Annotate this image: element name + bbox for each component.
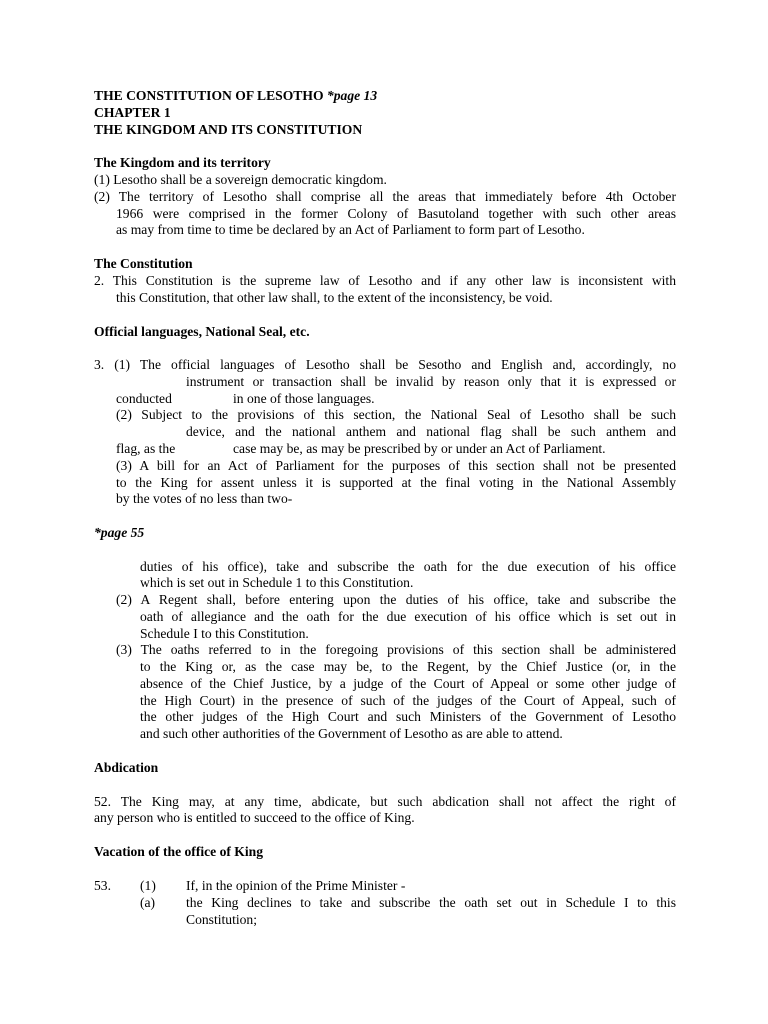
title-page-ref: *page 13 — [326, 88, 378, 103]
oath-para-2-line-1: (2) A Regent shall, before entering upon the duties of his office, take and subscribe the — [116, 592, 676, 607]
page-marker: *page 55 — [94, 525, 145, 540]
oath-para-3-line-3: absence of the Chief Justice, by a judge of the Court of Appeal or some other judge of — [140, 676, 676, 691]
oath-para-3-line-1: (3) The oaths referred to in the foregoing provisions of this section shall be administered — [116, 642, 676, 657]
kingdom-para-2-line-2: 1966 were comprised in the former Colony of Basutoland together with such other areas — [116, 206, 676, 221]
vacation-line-1: If, in the opinion of the Prime Minister - — [186, 878, 406, 893]
languages-line-6b: case may be, as may be prescribed by or under an Act of Parliament. — [233, 441, 606, 456]
oath-para-3-line-2: to the King or, as the case may be, to the Regent, by the Chief Justice (or, in the — [140, 659, 676, 674]
section-heading-abdication: Abdication — [94, 760, 159, 775]
languages-line-3b: in one of those languages. — [233, 391, 375, 406]
kingdom-para-2-line-3: as may from time to time be declared by an Act of Parliament to form part of Lesotho. — [116, 222, 585, 237]
constitution-line-2: this Constitution, that other law shall, to the extent of the inconsistency, be void. — [116, 290, 553, 305]
chapter-title: THE KINGDOM AND ITS CONSTITUTION — [94, 122, 363, 137]
languages-line-1: 3. (1) The official languages of Lesotho shall be Sesotho and English and, accordingly, no — [94, 357, 676, 372]
title-text: THE CONSTITUTION OF LESOTHO — [94, 88, 327, 103]
vacation-line-3: Constitution; — [186, 912, 258, 927]
oath-para-3-line-4: the High Court) in the presence of such of the judges of the Court of Appeal, such of — [140, 693, 676, 708]
oath-para-2-line-3: Schedule I to this Constitution. — [140, 626, 309, 641]
document-title — [94, 88, 377, 105]
oath-para-3-line-6: and such other authorities of the Government of Lesotho as are able to attend. — [140, 726, 563, 741]
vacation-subsection-1: (1) — [140, 878, 156, 893]
section-heading-constitution: The Constitution — [94, 256, 193, 271]
oath-line-1: duties of his office), take and subscribe the oath for the due execution of his office — [140, 559, 676, 574]
languages-line-8: to the King for assent unless it is supported at the final voting in the National Assembly — [116, 475, 676, 490]
languages-line-7: (3) A bill for an Act of Parliament for the purposes of this section shall not be presented — [116, 458, 676, 473]
abdication-line-2: any person who is entitled to succeed to the office of King. — [94, 810, 415, 825]
languages-line-3a: conducted — [116, 391, 172, 406]
languages-line-6a: flag, as the — [116, 441, 176, 456]
oath-line-2: which is set out in Schedule 1 to this Constitution. — [140, 575, 414, 590]
oath-para-2-line-2: oath of allegiance and the oath for the due execution of his office which is set out in — [140, 609, 676, 624]
section-heading-languages: Official languages, National Seal, etc. — [94, 324, 310, 339]
section-heading-kingdom: The Kingdom and its territory — [94, 155, 271, 170]
languages-line-4: (2) Subject to the provisions of this section, the National Seal of Lesotho shall be such — [116, 407, 676, 422]
languages-line-5: device, and the national anthem and national flag shall be such anthem and — [186, 424, 676, 439]
section-heading-vacation: Vacation of the office of King — [94, 844, 264, 859]
abdication-line-1: 52. The King may, at any time, abdicate, but such abdication shall not affect the right of — [94, 794, 676, 809]
constitution-line-1: 2. This Constitution is the supreme law of Lesotho and if any other law is inconsistent with — [94, 273, 676, 288]
vacation-item-a: (a) — [140, 895, 156, 910]
vacation-line-2: the King declines to take and subscribe the oath set out in Schedule I to this — [186, 895, 676, 910]
languages-line-2: instrument or transaction shall be invalid by reason only that it is expressed or — [186, 374, 676, 389]
kingdom-para-1: (1) Lesotho shall be a sovereign democratic kingdom. — [94, 172, 387, 187]
kingdom-para-2-line-1: (2) The territory of Lesotho shall comprise all the areas that immediately before 4th October — [94, 189, 676, 204]
languages-line-9: by the votes of no less than two- — [116, 491, 293, 506]
oath-para-3-line-5: the other judges of the High Court and such Ministers of the Government of Lesotho — [140, 709, 676, 724]
chapter-label: CHAPTER 1 — [94, 105, 171, 120]
vacation-section-number: 53. — [94, 878, 111, 893]
